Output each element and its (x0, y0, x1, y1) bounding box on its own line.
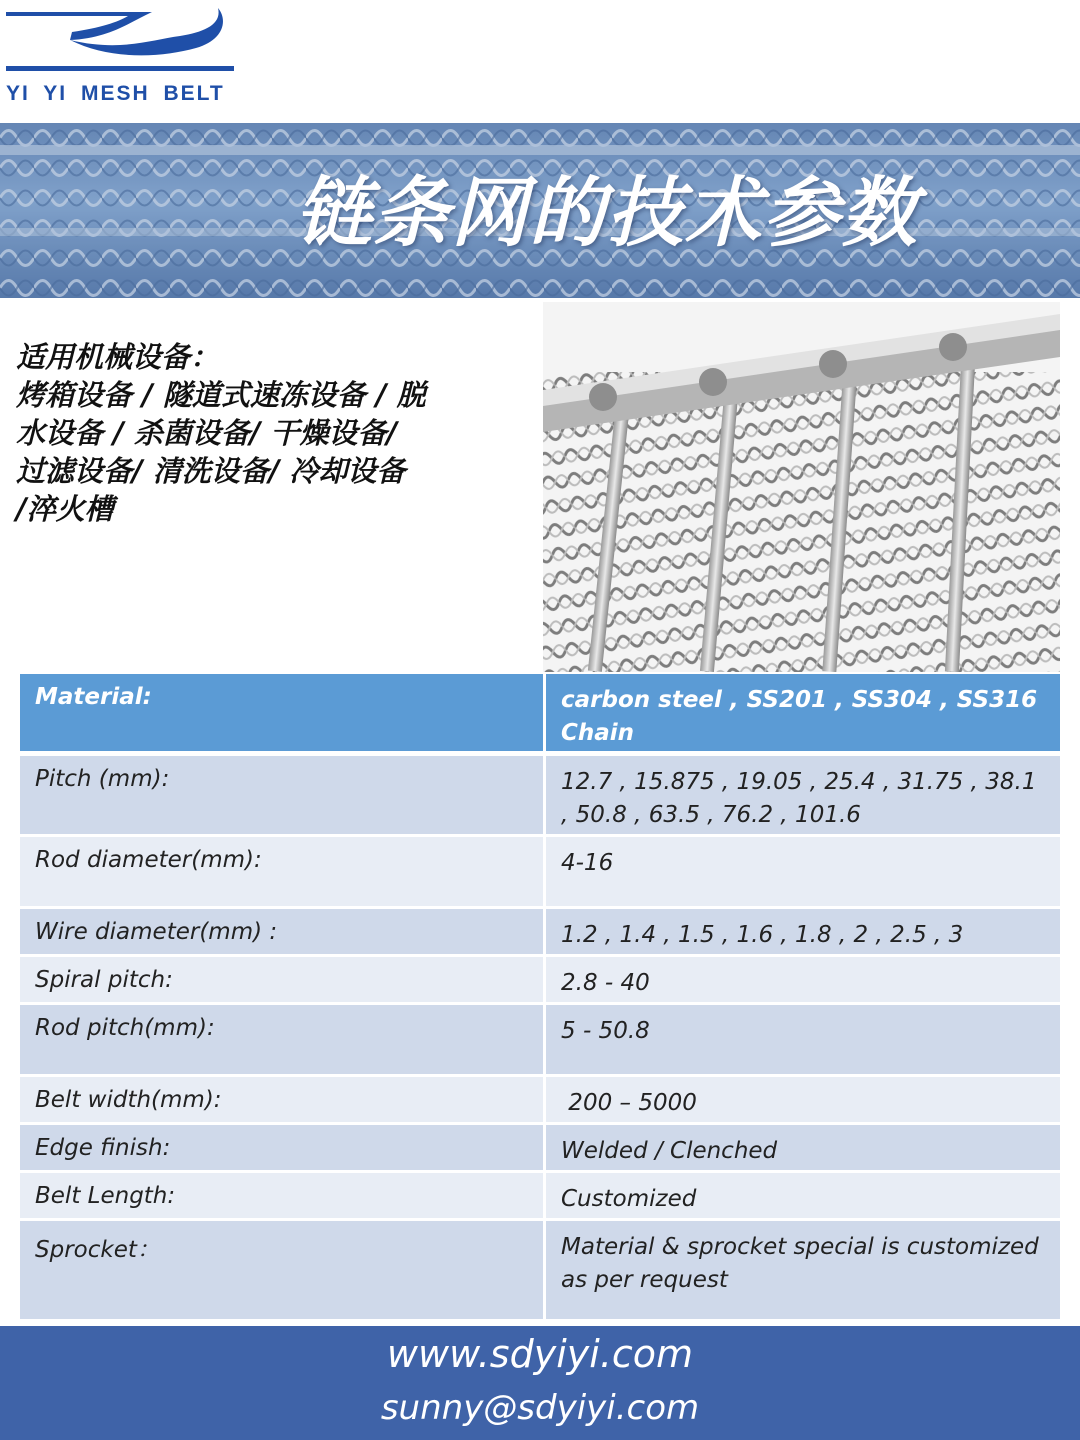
equipment-line: /淬火槽 (16, 492, 114, 526)
table-row (20, 756, 1060, 837)
row-value: 200 – 5000 (546, 1077, 1060, 1125)
row-label: Edge finish: (20, 1125, 546, 1173)
row-label: Rod pitch(mm): (20, 1005, 546, 1077)
header-value: carbon steel , SS201 , SS304 , SS316 Chain (546, 674, 1060, 756)
row-value: 1.2 , 1.4 , 1.5 , 1.6 , 1.8 , 2 , 2.5 , 3 (546, 909, 1060, 957)
table-row (20, 909, 1060, 957)
table-row (20, 1221, 1060, 1322)
row-value: Material & sprocket special is customized as per request (546, 1221, 1060, 1322)
equipment-line: 烤箱设备 / 隧道式速冻设备 / 脱 (16, 378, 426, 412)
row-value: Customized (546, 1173, 1060, 1221)
row-value: Welded / Clenched (546, 1125, 1060, 1173)
product-photo (543, 302, 1060, 672)
email-link[interactable]: sunny@sdyiyi.com (380, 1388, 700, 1428)
table-row (20, 837, 1060, 909)
logo-text: YI YI MESH BELT (6, 82, 225, 105)
table-row (20, 1005, 1060, 1077)
row-label: Sprocket： (20, 1221, 546, 1322)
row-label: Pitch (mm): (20, 756, 546, 837)
equipment-heading: 适用机械设备： (16, 340, 220, 374)
table-header-row (20, 674, 1060, 756)
row-value: 5 - 50.8 (546, 1005, 1060, 1077)
row-value: 2.8 - 40 (546, 957, 1060, 1005)
row-label: Rod diameter(mm): (20, 837, 546, 909)
company-logo (0, 0, 250, 112)
table-row (20, 957, 1060, 1005)
website-link[interactable]: www.sdyiyi.com (386, 1332, 694, 1376)
chain-mesh-image (543, 302, 1060, 672)
logo-wave-icon (0, 0, 250, 84)
row-label: Belt Length: (20, 1173, 546, 1221)
footer (0, 1326, 1080, 1440)
table-row (20, 1125, 1060, 1173)
row-value: 12.7 , 15.875 , 19.05 , 25.4 , 31.75 , 38.1 , 50.8 , 63.5 , 76.2 , 101.6 (546, 756, 1060, 837)
row-label: Wire diameter(mm) : (20, 909, 546, 957)
row-label: Spiral pitch: (20, 957, 546, 1005)
equipment-line: 水设备 / 杀菌设备/ 干燥设备/ (16, 416, 398, 450)
equipment-line: 过滤设备/ 清洗设备/ 冷却设备 (16, 454, 406, 488)
spec-table (20, 674, 1060, 1322)
table-row (20, 1077, 1060, 1125)
equipment-list (16, 338, 466, 528)
banner-title: 链条网的技术参数 (295, 168, 919, 257)
row-value: 4-16 (546, 837, 1060, 909)
table-row (20, 1173, 1060, 1221)
header-label: Material: (20, 674, 546, 756)
row-label: Belt width(mm): (20, 1077, 546, 1125)
